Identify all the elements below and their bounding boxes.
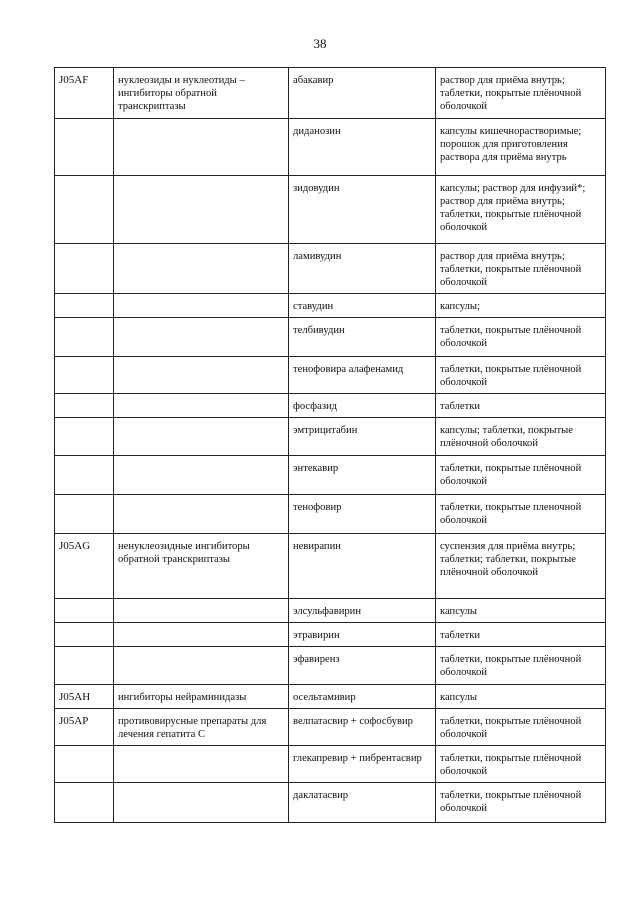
table-row [55, 495, 606, 534]
drug-name-cell: глекапревир + пибрентасвир [289, 746, 436, 783]
table-row [55, 456, 606, 495]
pharm-group-cell: ненуклеозидные ингибиторы обратной транскриптазы [114, 534, 289, 599]
dosage-form-cell: таблетки, покрытые плёночной оболочкой [436, 783, 606, 823]
atc-code-cell [55, 318, 114, 357]
drug-name-cell: эфавиренз [289, 647, 436, 685]
drug-name-cell: зидовудин [289, 176, 436, 244]
pharm-group-cell [114, 746, 289, 783]
pharm-group-cell [114, 294, 289, 318]
atc-code-cell [55, 456, 114, 495]
dosage-form-cell: таблетки, покрытые плёночной оболочкой [436, 357, 606, 394]
dosage-form-cell: капсулы; таблетки, покрытые плёночной оболочкой [436, 418, 606, 456]
pharm-group-cell [114, 176, 289, 244]
drug-name-cell: ставудин [289, 294, 436, 318]
dosage-form-cell: раствор для приёма внутрь; таблетки, покрытые плёночной оболочкой [436, 68, 606, 119]
atc-code-cell [55, 394, 114, 418]
atc-code-cell [55, 623, 114, 647]
pharm-group-cell [114, 495, 289, 534]
pharm-group-cell [114, 357, 289, 394]
atc-code-cell [55, 783, 114, 823]
dosage-form-cell: капсулы [436, 599, 606, 623]
atc-code-cell [55, 357, 114, 394]
drug-name-cell: ламивудин [289, 244, 436, 294]
dosage-form-cell: капсулы; раствор для инфузий*; раствор для приёма внутрь; таблетки, покрытые плёночной оболочкой [436, 176, 606, 244]
atc-code-cell [55, 244, 114, 294]
drug-name-cell: эмтрицитабин [289, 418, 436, 456]
pharm-group-cell [114, 456, 289, 495]
table-row [55, 746, 606, 783]
atc-code-cell: J05AG [55, 534, 114, 599]
table-row [55, 783, 606, 823]
table-row [55, 119, 606, 176]
table-row [55, 685, 606, 709]
table-row [55, 647, 606, 685]
page-number: 38 [313, 36, 327, 51]
pharm-group-cell: противовирусные препараты для лечения гепатита С [114, 709, 289, 746]
atc-code-cell [55, 176, 114, 244]
atc-code-cell: J05AP [55, 709, 114, 746]
drug-name-cell: тенофовира алафенамид [289, 357, 436, 394]
pharm-group-cell [114, 418, 289, 456]
atc-code-cell [55, 647, 114, 685]
pharm-group-cell: ингибиторы нейраминидазы [114, 685, 289, 709]
drug-name-cell: телбивудин [289, 318, 436, 357]
table-row [55, 244, 606, 294]
table-row [55, 534, 606, 599]
atc-code-cell [55, 495, 114, 534]
atc-code-cell: J05AH [55, 685, 114, 709]
drug-name-cell: энтекавир [289, 456, 436, 495]
dosage-form-cell: капсулы кишечнорастворимые; порошок для приготовления раствора для приёма внутрь [436, 119, 606, 176]
dosage-form-cell: суспензия для приёма внутрь; таблетки; таблетки, покрытые плёночной оболочкой [436, 534, 606, 599]
pharm-group-cell [114, 647, 289, 685]
pharm-group-cell [114, 119, 289, 176]
table-row [55, 418, 606, 456]
drug-name-cell: элсульфавирин [289, 599, 436, 623]
drug-name-cell: невирапин [289, 534, 436, 599]
drug-table-body [55, 68, 606, 823]
atc-code-cell [55, 418, 114, 456]
table-row [55, 176, 606, 244]
pharm-group-cell [114, 783, 289, 823]
atc-code-cell [55, 119, 114, 176]
table-row [55, 68, 606, 119]
atc-code-cell [55, 746, 114, 783]
drug-name-cell: диданозин [289, 119, 436, 176]
table-row [55, 318, 606, 357]
drug-name-cell: велпатасвир + софосбувир [289, 709, 436, 746]
drug-name-cell: тенофовир [289, 495, 436, 534]
dosage-form-cell: капсулы; [436, 294, 606, 318]
dosage-form-cell: таблетки, покрытые плёночной оболочкой [436, 746, 606, 783]
atc-code-cell: J05AF [55, 68, 114, 119]
pharm-group-cell [114, 623, 289, 647]
dosage-form-cell: раствор для приёма внутрь; таблетки, покрытые плёночной оболочкой [436, 244, 606, 294]
table-row [55, 623, 606, 647]
atc-code-cell [55, 599, 114, 623]
pharm-group-cell [114, 318, 289, 357]
drug-name-cell: абакавир [289, 68, 436, 119]
pharm-group-cell [114, 599, 289, 623]
dosage-form-cell: таблетки, покрытые плёночной оболочкой [436, 709, 606, 746]
drug-name-cell: осельтамивир [289, 685, 436, 709]
drug-name-cell: даклатасвир [289, 783, 436, 823]
drug-name-cell: фосфазид [289, 394, 436, 418]
dosage-form-cell: таблетки [436, 623, 606, 647]
atc-code-cell [55, 294, 114, 318]
dosage-form-cell: капсулы [436, 685, 606, 709]
pharm-group-cell [114, 244, 289, 294]
table-row [55, 599, 606, 623]
dosage-form-cell: таблетки, покрытые плёночной оболочкой [436, 318, 606, 357]
table-row [55, 394, 606, 418]
pharm-group-cell [114, 394, 289, 418]
dosage-form-cell: таблетки, покрытые пленочной оболочкой [436, 495, 606, 534]
dosage-form-cell: таблетки [436, 394, 606, 418]
table-row [55, 709, 606, 746]
table-row [55, 294, 606, 318]
dosage-form-cell: таблетки, покрытые плёночной оболочкой [436, 456, 606, 495]
drug-name-cell: этравирин [289, 623, 436, 647]
pharm-group-cell: нуклеозиды и нуклеотиды – ингибиторы обратной транскриптазы [114, 68, 289, 119]
table-row [55, 357, 606, 394]
dosage-form-cell: таблетки, покрытые плёночной оболочкой [436, 647, 606, 685]
drug-table [54, 67, 606, 823]
